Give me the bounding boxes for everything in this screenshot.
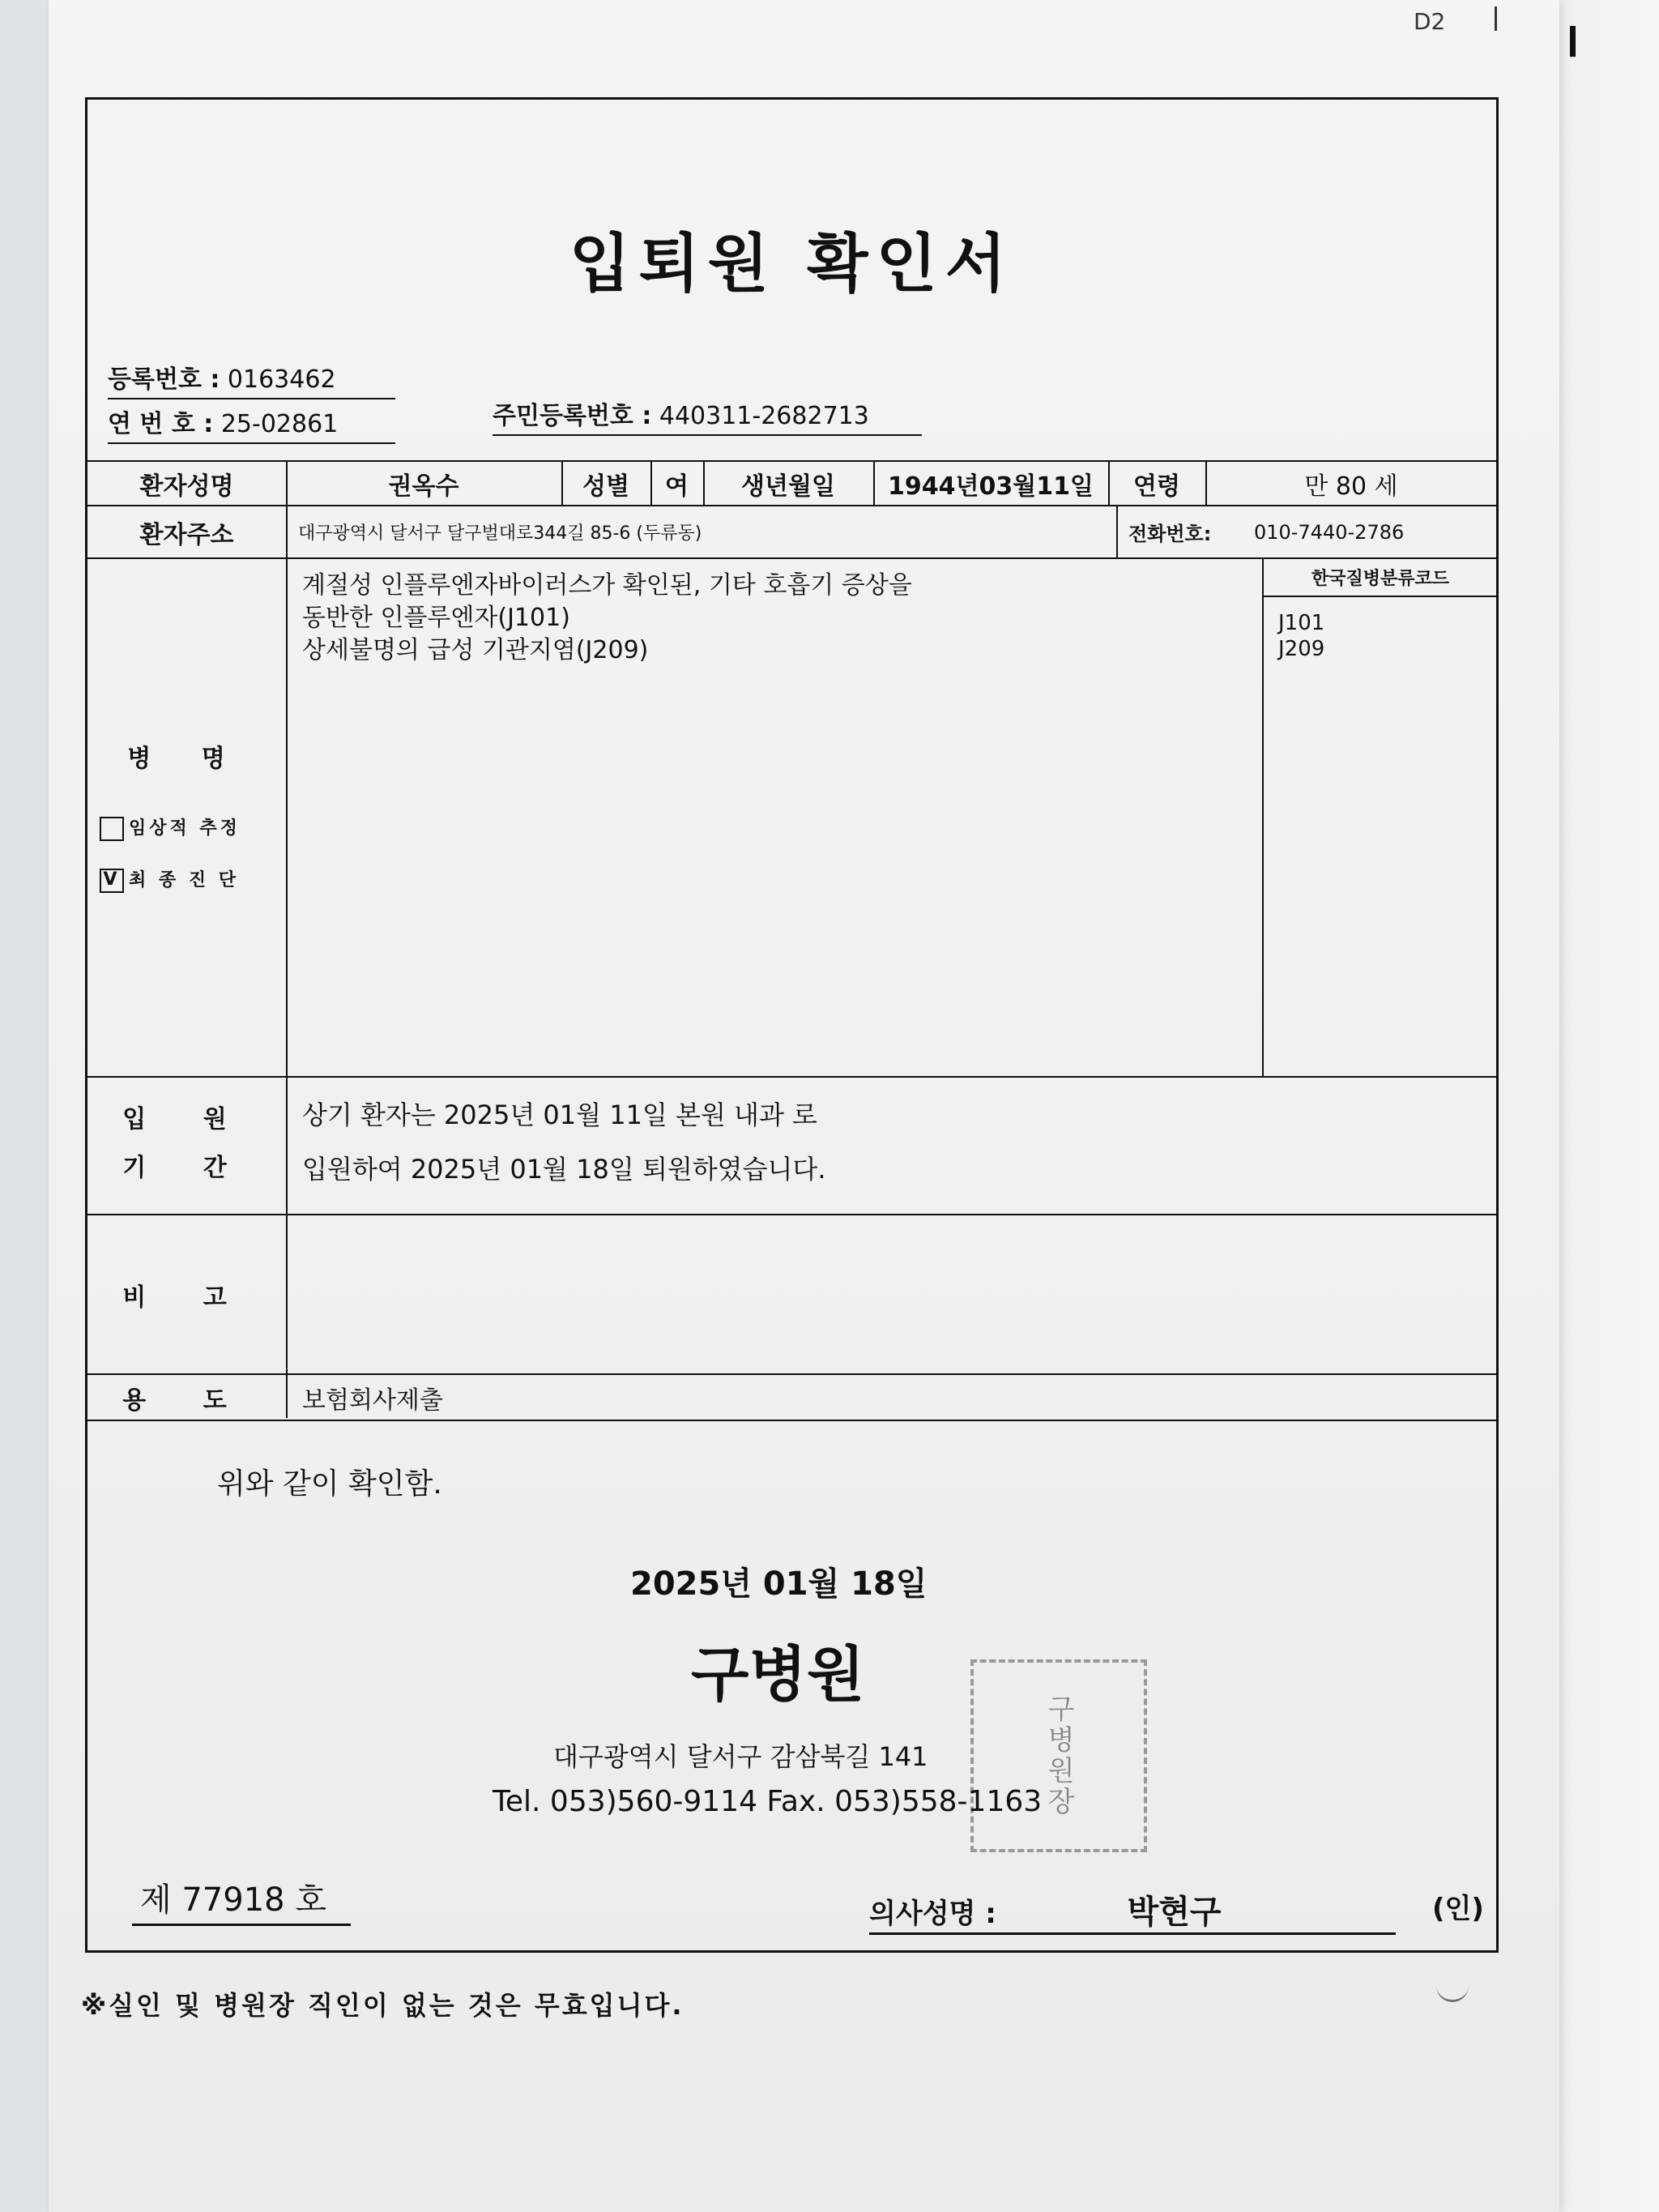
admission-label-bottom: 기 간 (122, 1154, 251, 1182)
checked-checkbox-icon: V (100, 869, 124, 893)
resident-number (493, 395, 922, 436)
clinical-estimate-checkbox[interactable] (100, 814, 241, 841)
sheet-edge-mark (1570, 26, 1576, 57)
document-title: 입퇴원 확인서 (569, 228, 1015, 301)
resident-value: 440311-2682713 (659, 402, 869, 430)
code-header: 한국질병분류코드 (1311, 569, 1450, 589)
page-divider (1495, 6, 1497, 31)
doctor-signature-line (869, 1886, 1396, 1935)
admission-line-1: 상기 환자는 2025년 01월 11일 본원 내과 로 (302, 1100, 817, 1130)
column-divider (286, 462, 288, 1418)
sex-label: 성별 (582, 472, 629, 501)
address-label: 환자주소 (139, 520, 234, 549)
checkbox-icon (100, 817, 124, 841)
disease-code: J101 (1278, 611, 1325, 635)
row-divider (87, 1420, 1498, 1421)
registration-value: 0163462 (227, 365, 336, 394)
age-value: 만 80 세 (1304, 472, 1398, 501)
issue-number: 제 77918 호 (132, 1874, 351, 1926)
remarks-label: 비 고 (122, 1283, 251, 1312)
sex-value: 여 (665, 472, 689, 501)
final-diagnosis-label: 최 종 진 단 (129, 870, 239, 890)
phone-label: 전화번호: (1128, 523, 1212, 545)
hospital-seal-icon: 구병원장 (970, 1659, 1147, 1852)
certificate-form (85, 97, 1499, 1953)
purpose-label: 용 도 (122, 1386, 251, 1415)
registration-number (108, 359, 395, 399)
clinical-estimate-label: 임상적 추정 (129, 818, 241, 839)
row-divider (87, 1076, 1498, 1078)
resident-label: 주민등록번호 : (493, 402, 652, 430)
diagnosis-label: 병 명 (127, 745, 246, 773)
serial-label: 연 번 호 : (108, 410, 214, 438)
hospital-contact: Tel. 053)560-9114 Fax. 053)558-1163 (493, 1785, 1043, 1818)
hospital-address: 대구광역시 달서구 감삼북길 141 (553, 1741, 928, 1772)
serial-value: 25-02861 (220, 410, 339, 438)
doctor-label: 의사성명 : (869, 1898, 996, 1930)
remarks-value (302, 1215, 1477, 1373)
diagnosis-text (302, 570, 1250, 667)
doctor-name: 박현구 (1127, 1894, 1222, 1931)
page-number: D2 (1414, 8, 1446, 35)
patient-name-label: 환자성명 (139, 472, 234, 501)
purpose-value: 보험회사제출 (302, 1386, 443, 1415)
column-divider (1262, 557, 1264, 1076)
diagnosis-line: 동반한 인플루엔자(J101) (302, 604, 570, 632)
serial-number (108, 404, 395, 444)
admission-label-top: 입 원 (122, 1105, 251, 1134)
age-label: 연령 (1133, 472, 1180, 501)
column-divider (1116, 506, 1118, 557)
admission-line-2: 입원하여 2025년 01월 18일 퇴원하였습니다. (302, 1154, 826, 1185)
final-diagnosis-checkbox[interactable] (100, 866, 239, 893)
disease-code: J209 (1278, 637, 1325, 661)
hospital-name: 구병원 (691, 1640, 865, 1710)
disease-codes (1278, 610, 1324, 662)
registration-label: 등록번호 : (108, 365, 220, 394)
diagnosis-line: 계절성 인플루엔자바이러스가 확인된, 기타 호흡기 증상을 (302, 571, 912, 600)
patient-address: 대구광역시 달서구 달구벌대로344길 85-6 (두류동) (298, 523, 702, 544)
confirmation-text: 위와 같이 확인함. (217, 1467, 442, 1501)
diagnosis-line: 상세불명의 급성 기관지염(J209) (302, 636, 649, 664)
birth-value: 1944년03월11일 (888, 472, 1094, 501)
issue-date: 2025년 01월 18일 (630, 1565, 928, 1603)
validity-notice: ※실인 및 병원장 직인이 없는 것은 무효입니다. (81, 1990, 684, 2021)
phone-value: 010-7440-2786 (1254, 520, 1405, 544)
row-divider (1264, 596, 1498, 597)
doctor-seal: (인) (1432, 1893, 1484, 1925)
birth-label: 생년월일 (741, 472, 835, 501)
patient-name: 권옥수 (388, 472, 459, 501)
